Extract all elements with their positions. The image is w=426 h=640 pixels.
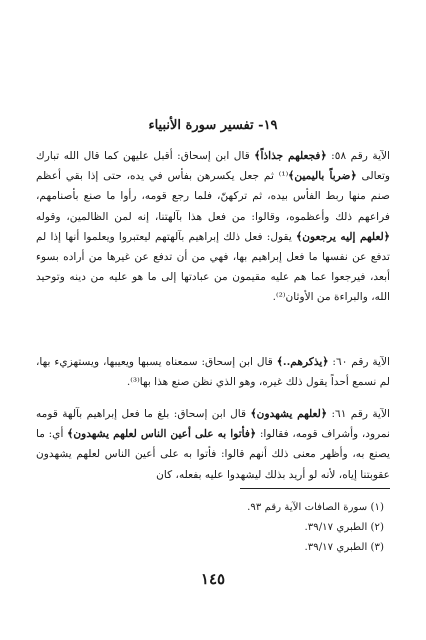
paragraph-verse-58 — [36, 146, 390, 308]
paragraph-text: قال ابن إسحاق: سمعناه يسبها ويعيبها، ويستهزيء بها، لم نسمع أحداً يقول ذلك غيره، وهو الذي نظن صنع هذا بها⁽³⁾. — [36, 356, 390, 389]
paragraph-text: الآية رقم ٥٨: — [326, 150, 390, 162]
paragraph-text: قال ابن إسحاق: بلغ ما فعل إبراهيم بآلهة قومه نمرود، وأشراف قومه، فقالوا: — [36, 408, 390, 441]
paragraph-text: أي: ما يصنع به، وأظهر معنى ذلك أنهم قالوا: فأتوا به على أعين الناس لعلهم يشهدون عقوبتنا إياه، لأنه لو أريد بذلك ليشهدوا عليه بفعله، كان — [36, 428, 390, 481]
quran-quote: ﴿يذكرهم..﴾ — [276, 356, 329, 368]
quran-quote: ﴿فجعلهم جذاذاً﴾ — [254, 150, 327, 162]
paragraph-verse-60 — [36, 352, 390, 392]
quran-quote: ﴿ضرباً باليمين﴾ — [288, 170, 357, 183]
footnotes-list — [36, 498, 384, 558]
paragraph-text: يقول: فعل ذلك إبراهيم بآلهتهم ليعتبروا ويعلموا أنها إذا لم تدفع عن نفسها ما فعل إبراهيم بها، فهي من أن تدفع عن غيرها من أراده بسوء أبعد، فيرجعوا عما هم عليه مقيمون من عبادتها إلى ما هو عليه من دينه وتوحيد الله، والبراءة من الأوثان⁽²⁾. — [36, 230, 390, 304]
footnote-divider — [240, 488, 390, 489]
footnote-item: (١) سورة الصافات الآية رقم ٩٣. — [247, 502, 384, 513]
footnote-item: (٣) الطبري ٣٩/١٧. — [304, 542, 384, 553]
book-page — [36, 0, 390, 640]
quran-quote: ﴿فأتوا به على أعين الناس لعلهم يشهدون﴾ — [67, 428, 257, 441]
footnote-item: (٢) الطبري ٣٩/١٧. — [304, 522, 384, 533]
paragraph-text: ⁽¹⁾ ثم جعل يكسرهن بفأس في يده، حتى إذا بقي أعظم صنم منها ربط الفأس بيده، ثم تركهنّ، فلما رجع قومه، رأوا ما صنع بأصنامهم، فراعهم ذلك وأعظموه، وقالوا: من فعل هذا بآلهتنا، إنه لمن الظالمين، وقوله — [36, 170, 390, 223]
quran-quote: ﴿لعلهم إليه يرجعون﴾ — [296, 230, 390, 243]
paragraph-text: قال ابن إسحاق: أقبل عليهن كما قال الله تبارك وتعالى — [36, 150, 391, 183]
chapter-title: ١٩- تفسير سورة الأنبياء — [148, 118, 278, 133]
paragraph-text: الآية رقم ٦٠: — [328, 356, 390, 368]
paragraph-text: الآية رقم ٦١: — [327, 408, 390, 420]
page-number: ١٤٥ — [200, 570, 226, 588]
paragraph-verse-61 — [36, 404, 390, 485]
quran-quote: ﴿لعلهم يشهدون﴾ — [250, 408, 328, 420]
